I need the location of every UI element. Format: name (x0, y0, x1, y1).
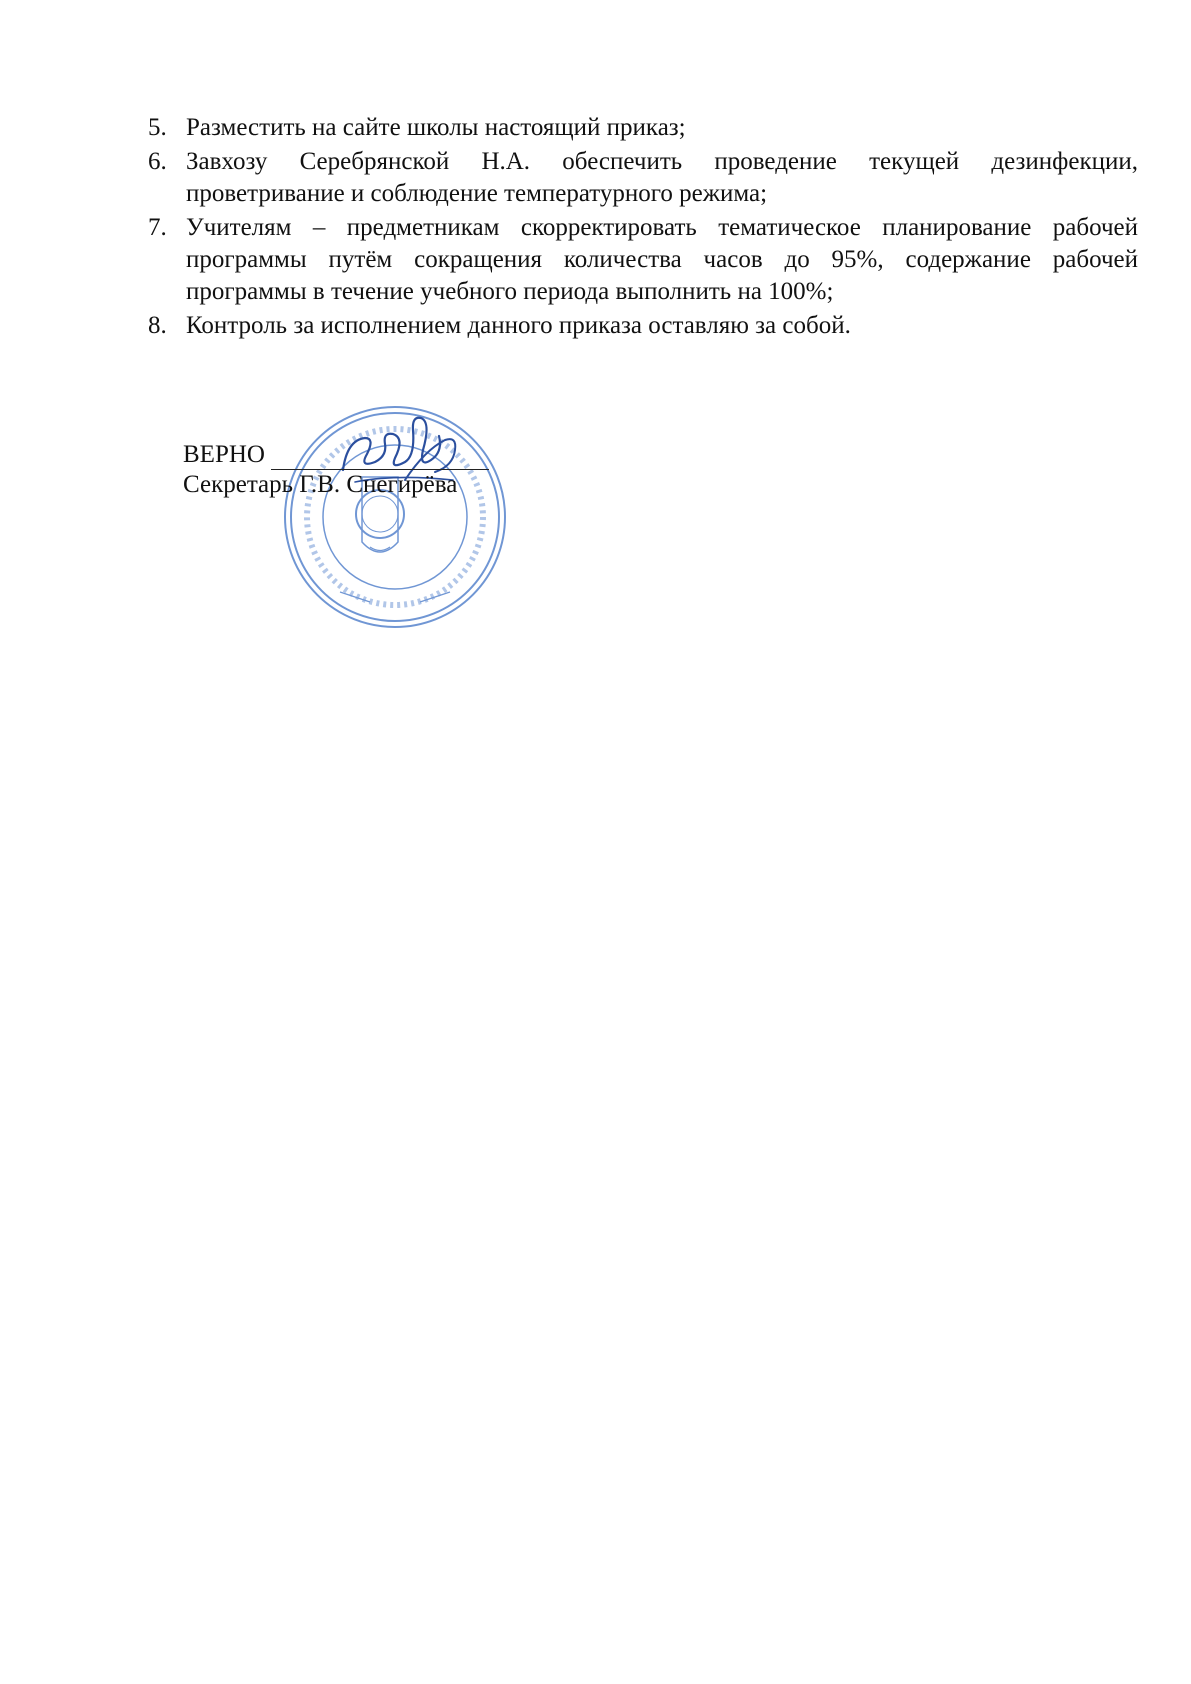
item-text: Учителям – предметникам скорректировать тематическое планирование рабочей программы путём сокращения количества часов до 95%, содержание рабочей программы в течение учебного периода выполнить на 100%; (186, 214, 1138, 305)
item-number: 6. (148, 148, 167, 175)
list-item (148, 212, 1138, 308)
list-item (148, 112, 1138, 144)
item-number: 7. (148, 214, 167, 241)
order-list (148, 112, 1138, 344)
certification-block (183, 440, 523, 500)
verno-line (183, 440, 523, 470)
item-text: Завхозу Серебрянской Н.А. обеспечить проведение текущей дезинфекции, проветривание и соблюдение температурного режима; (186, 148, 1138, 207)
verno-label: ВЕРНО (183, 441, 265, 468)
seal-center-inner (362, 496, 398, 532)
item-text: Разместить на сайте школы настоящий приказ; (186, 114, 686, 141)
list-item (148, 146, 1138, 210)
item-text: Контроль за исполнением данного приказа оставляю за собой. (186, 312, 851, 339)
item-number: 8. (148, 312, 167, 339)
list-item (148, 310, 1138, 342)
signature-line (271, 447, 489, 470)
secretary-line: Секретарь Г.В. Снегирёва (183, 471, 458, 498)
item-number: 5. (148, 114, 167, 141)
